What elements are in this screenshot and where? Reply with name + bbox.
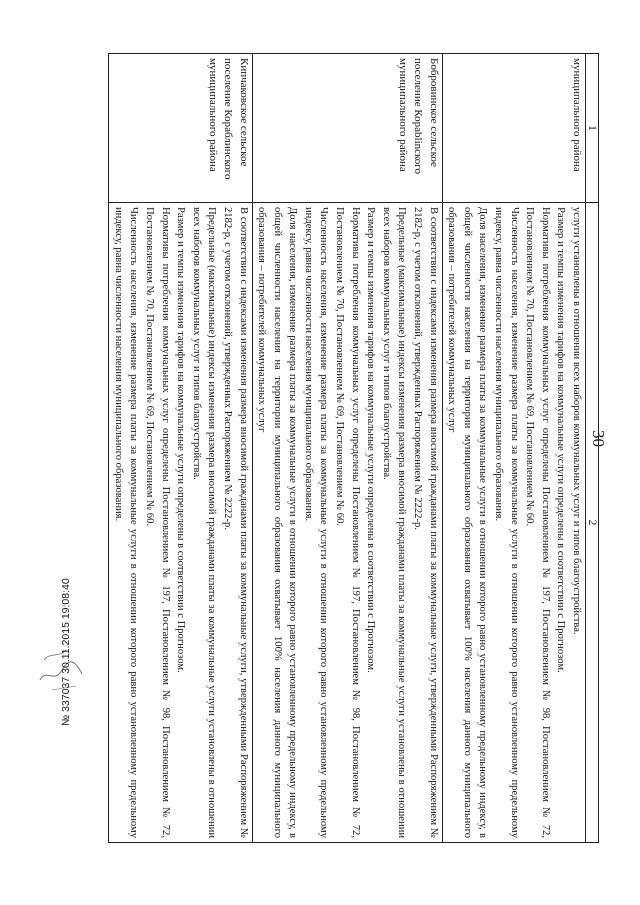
description-paragraph: Предельные (максимальные) индексы изменения размера вносимой гражданами платы за коммунальные услуги установлены в отношении всех наборов коммунальных услуг и типов благоустройства. [190,207,218,838]
header-col-1: 1 [586,54,599,203]
description-paragraph: Доля населения, изменение размера платы за коммунальные услуги в отношении которого равно установленному предельному индексу, в общей численности населения на территории муниципального образования охватывает 100% населения данного муниципального образования – потребителей коммунальных услуг [446,207,489,838]
description-paragraph: Нормативы потребления коммунальных услуг определены Постановлением № 197, Постановлением № 98, Постановлением № 72, Постановлением № 70, Постановлением № 69, Постановлением № 60. [143,207,171,838]
description-paragraph: Предельные (максимальные) индексы изменения размера вносимой гражданами платы за коммунальные услуги установлены в отношении всех наборов коммунальных услуг и типов благоустройства. [380,207,408,838]
description-paragraph: Нормативы потребления коммунальных услуг определены Постановлением № 197, Постановлением № 98, Постановлением № 72, Постановлением № 70, Постановлением № 69, Постановлением № 60. [334,207,361,838]
document-id-footer: № 337037 30.11.2015 19:08:40 [60,578,72,726]
municipality-name: Кипчаковское сельское поселение Кораблинского муниципального района [109,54,252,203]
description-paragraph: Нормативы потребления коммунальных услуг определены Постановлением № 197, Постановлением № 98, Постановлением № 72, Постановлением № 70, Постановлением № 69, Постановлением № 60. [524,207,551,838]
page-number: 30 [589,430,608,447]
description-cell [109,203,252,843]
description-cell [252,203,442,843]
description-paragraph: В соответствии с индексами изменения размера вносимой гражданами платы за коммунальные услуги, утвержденными Распоряжением № 2182-р, с учетом отклонений, утвержденных Распоряжением № 2222-р. [412,207,439,838]
description-paragraph: Численность населения, изменение размера платы за коммунальные услуги в отношении которого равно установленному предельному индексу, равна численности населения муниципального образования. [493,207,520,838]
description-cell [442,203,585,843]
header-col-2: 2 [586,203,599,843]
rotated-table-wrapper [51,53,599,843]
description-paragraph: Численность населения, изменение размера платы за коммунальные услуги в отношении которого равно установленному предельному индексу, равна численности населения муниципального образования. [302,207,330,838]
table-row [109,54,252,843]
description-paragraph: Размер и темпы изменения тарифов на коммунальные услуги определены в соответствии с Прогнозом. [365,207,377,673]
description-paragraph: услуги установлены в отношении всех наборов коммунальных услуг и типов благоустройства. [571,207,582,635]
description-paragraph: Численность населения, изменение размера платы за коммунальные услуги в отношении которого равно установленному предельному индексу, равна численности населения муниципального образования. [112,207,140,838]
description-paragraph: В соответствии с индексами изменения размера вносимой гражданами платы за коммунальные услуги, утвержденными Распоряжением № 2182-р, с учетом отклонений, утвержденных Распоряжением № 2222-р. [221,207,249,838]
municipality-name: Бобровинское сельское поселение Корablinского муниципального района [252,54,442,203]
description-paragraph: Размер и темпы изменения тарифов на коммунальные услуги определены в соответствии с Прогнозом. [555,207,567,673]
municipality-name: муниципального района [442,54,585,203]
description-paragraph: Размер и темпы изменения тарифов на коммунальные услуги определены в соответствии с Прогнозом. [175,207,187,673]
table-row [442,54,585,843]
description-paragraph: Доля населения, изменение размера платы за коммунальные услуги в отношении которого равно установленному предельному индексу, в общей численности населения на территории муниципального образования охватывает 100% населения данного муниципального образования – потребителей коммунальных услуг [256,207,299,838]
header-row [586,54,599,843]
table-body [109,54,586,843]
table-row [252,54,442,843]
tariff-table [108,53,599,843]
